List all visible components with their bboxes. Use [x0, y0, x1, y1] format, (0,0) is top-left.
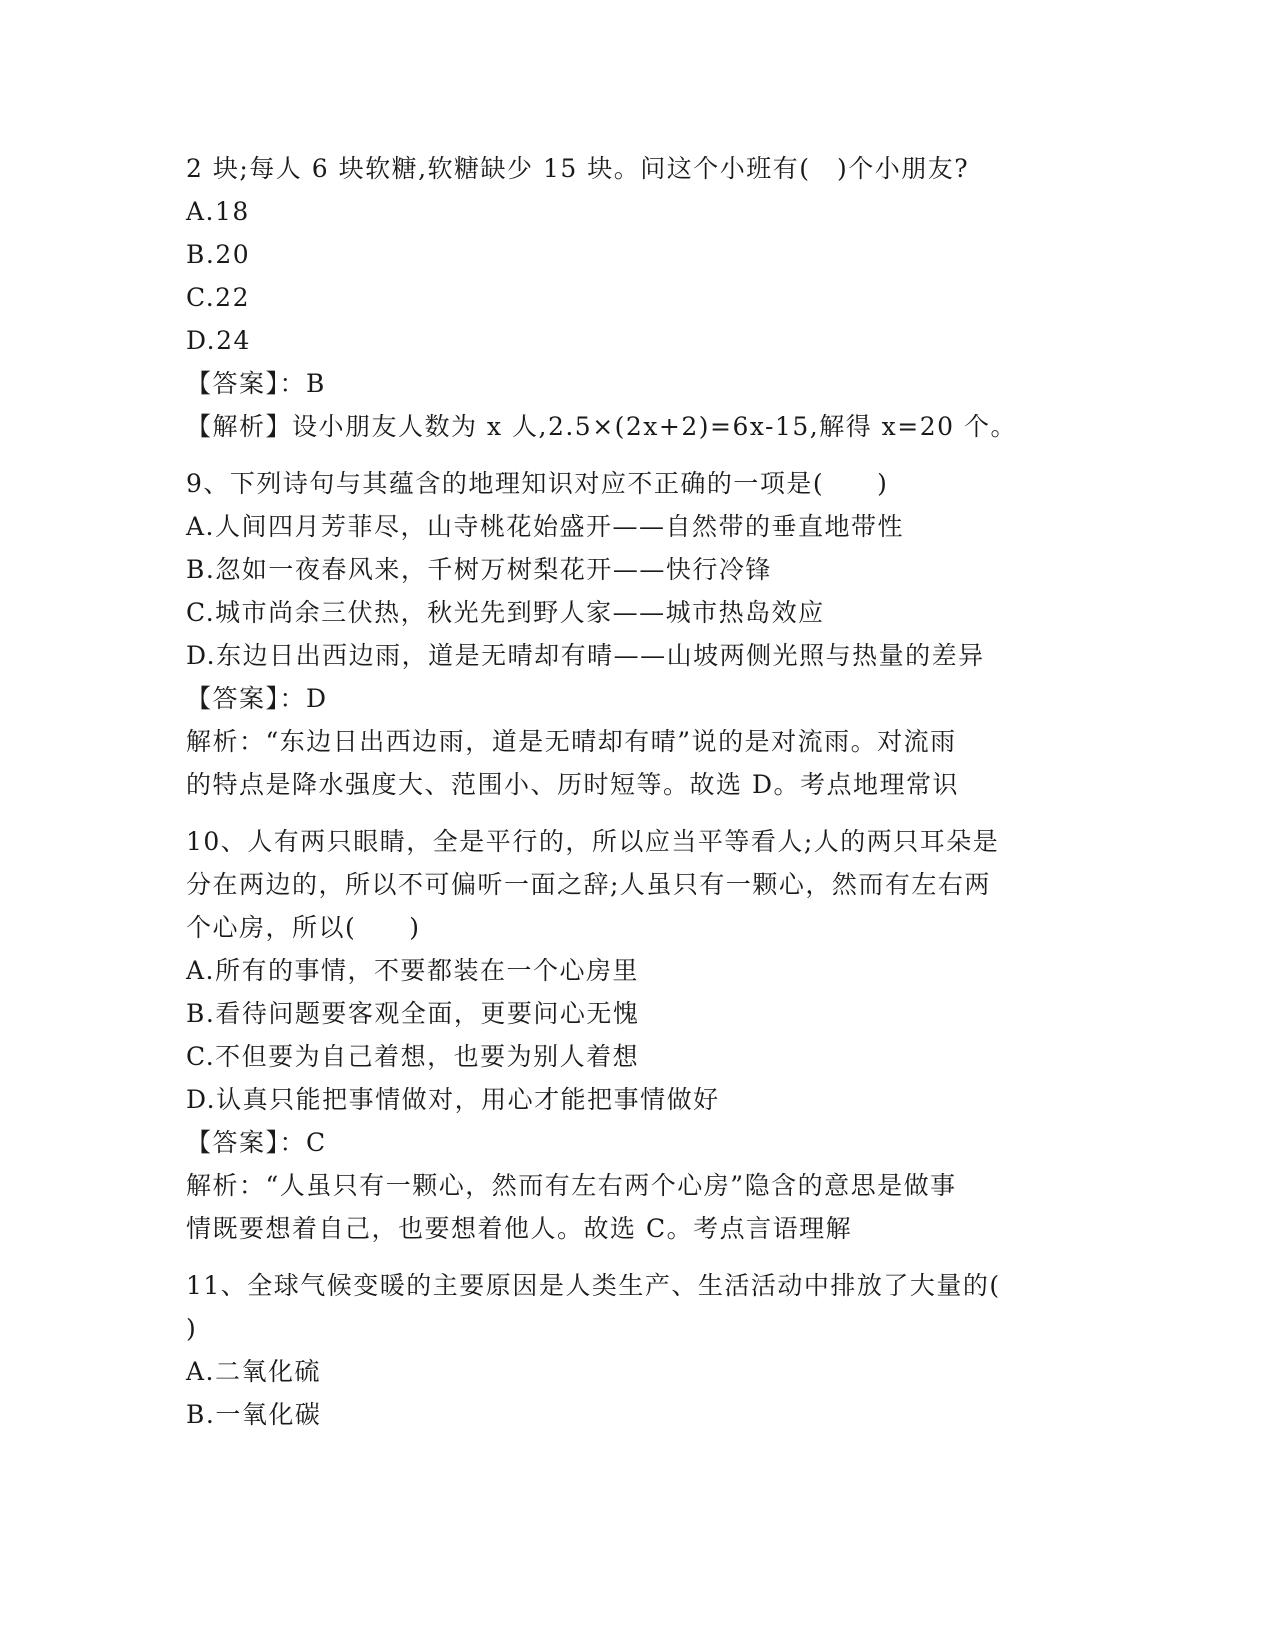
q9-option-c: C.城市尚余三伏热，秋光先到野人家——城市热岛效应 [186, 598, 825, 627]
q11-option-a: A.二氧化硫 [186, 1357, 322, 1386]
q8-stem-tail: 2 块;每人 6 块软糖,软糖缺少 15 块。问这个小班有( )个小朋友? [186, 154, 970, 183]
q10-stem-line-1: 10、人有两只眼睛，全是平行的，所以应当平等看人;人的两只耳朵是 [186, 827, 1000, 856]
document-page [186, 147, 1086, 1436]
q9-stem: 9、下列诗句与其蕴含的地理知识对应不正确的一项是( ) [186, 469, 889, 498]
q9-analysis-line-1: 解析：“东边日出西边雨，道是无晴却有晴”说的是对流雨。对流雨 [186, 727, 957, 756]
q10-option-d: D.认真只能把事情做对，用心才能把事情做好 [186, 1085, 720, 1114]
q11-stem-line-1: 11、全球气候变暖的主要原因是人类生产、生活活动中排放了大量的( [186, 1271, 1001, 1300]
q10-stem-line-3: 个心房，所以( ) [186, 913, 421, 942]
q10-option-a: A.所有的事情，不要都装在一个心房里 [186, 956, 640, 985]
q10-option-c: C.不但要为自己着想，也要为别人着想 [186, 1042, 640, 1071]
q8-option-a: A.18 [186, 197, 250, 226]
q10-analysis-line-2: 情既要想着自己，也要想着他人。故选 C。考点言语理解 [186, 1214, 853, 1243]
q11-stem-line-2: ) [186, 1314, 198, 1343]
q8-answer: 【答案】：B [186, 369, 326, 398]
q9-option-d: D.东边日出西边雨，道是无晴却有晴——山坡两侧光照与热量的差异 [186, 641, 985, 670]
q8-analysis: 【解析】设小朋友人数为 x 人,2.5×(2x+2)=6x-15,解得 x=20 个。 [186, 412, 1017, 441]
q9-analysis-line-2: 的特点是降水强度大、范围小、历时短等。故选 D。考点地理常识 [186, 770, 959, 799]
q9-option-b: B.忽如一夜春风来，千树万树梨花开——快行冷锋 [186, 555, 772, 584]
q10-analysis-line-1: 解析：“人虽只有一颗心，然而有左右两个心房”隐含的意思是做事 [186, 1171, 957, 1200]
q8-option-c: C.22 [186, 283, 250, 312]
q9-answer: 【答案】：D [186, 684, 328, 713]
q11-option-b: B.一氧化碳 [186, 1400, 322, 1429]
spacer [186, 1250, 1086, 1264]
spacer [186, 448, 1086, 462]
q9-option-a: A.人间四月芳菲尽，山寺桃花始盛开——自然带的垂直地带性 [186, 512, 905, 541]
q8-option-b: B.20 [186, 240, 251, 269]
q10-answer: 【答案】：C [186, 1128, 327, 1157]
q10-option-b: B.看待问题要客观全面，更要问心无愧 [186, 999, 640, 1028]
q8-option-d: D.24 [186, 326, 251, 355]
spacer [186, 806, 1086, 820]
q10-stem-line-2: 分在两边的，所以不可偏听一面之辞;人虽只有一颗心，然而有左右两 [186, 870, 991, 899]
